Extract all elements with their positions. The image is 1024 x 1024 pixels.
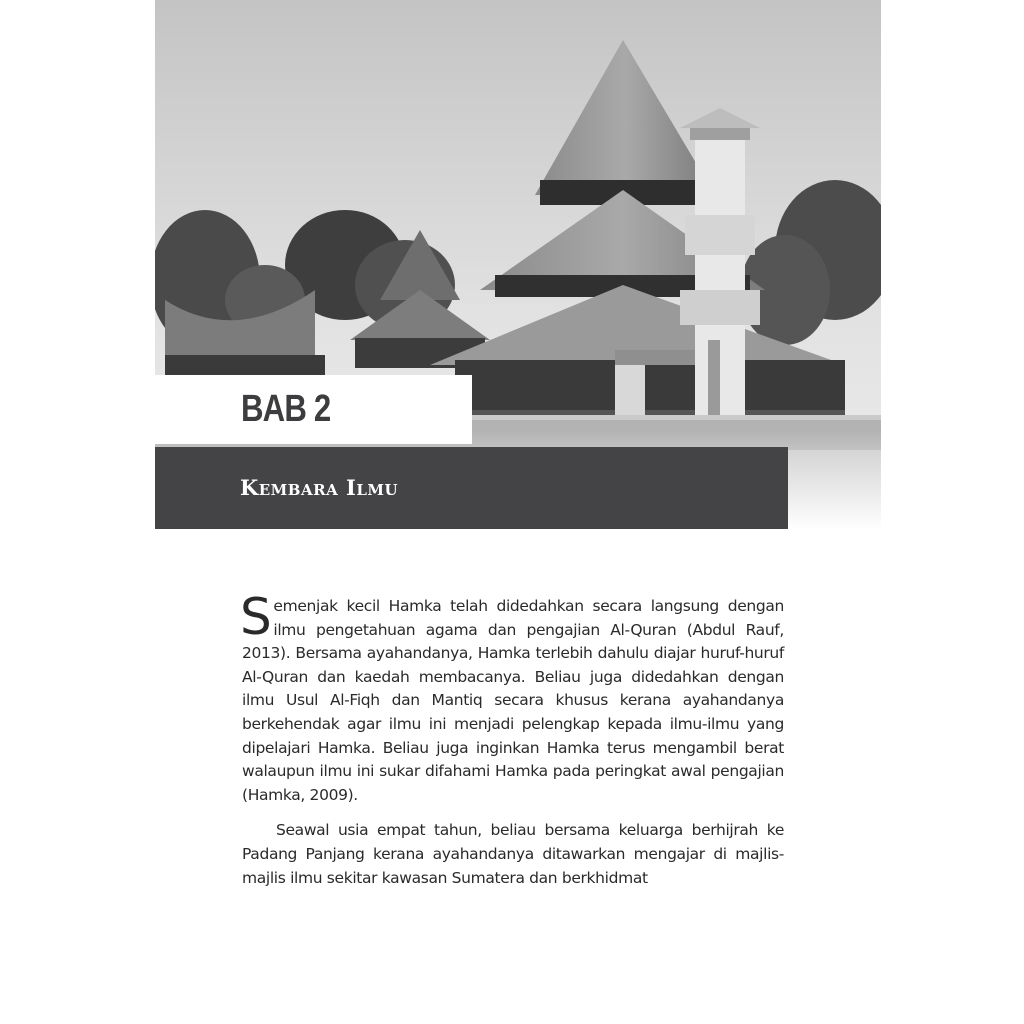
- body-text: [240, 588, 784, 890]
- paragraph-1: [240, 588, 784, 807]
- drop-cap: S: [240, 588, 272, 646]
- paragraph-2: Seawal usia empat tahun, beliau bersama keluarga berhijrah ke Padang Panjang kerana ayahandanya ditawarkan mengajar di majlis-majlis ilmu sekitar kawasan Sumatera dan berkhidmat: [242, 821, 784, 887]
- chapter-label: BAB 2: [241, 388, 331, 430]
- paragraph-1-text: emenjak kecil Hamka telah didedahkan secara langsung dengan ilmu pengetahuan agama dan pengajian Al-Quran (Abdul Rauf, 2013). Bersama ayahandanya, Hamka terlebih dahulu diajar huruf-huruf Al-Quran dan kaedah membacanya. Beliau juga didedahkan dengan ilmu Usul Al-Fiqh dan Mantiq secara khusus kerana ayahandanya berkehendak agar ilmu ini menjadi pelengkap kepada ilmu-ilmu yang dipelajari Hamka. Beliau juga inginkan Hamka terus mengambil berat walaupun ilmu ini sukar difahami Hamka pada peringkat awal pengajian (Hamka, 2009).: [242, 597, 784, 804]
- chapter-title: Kembara Ilmu: [240, 475, 399, 500]
